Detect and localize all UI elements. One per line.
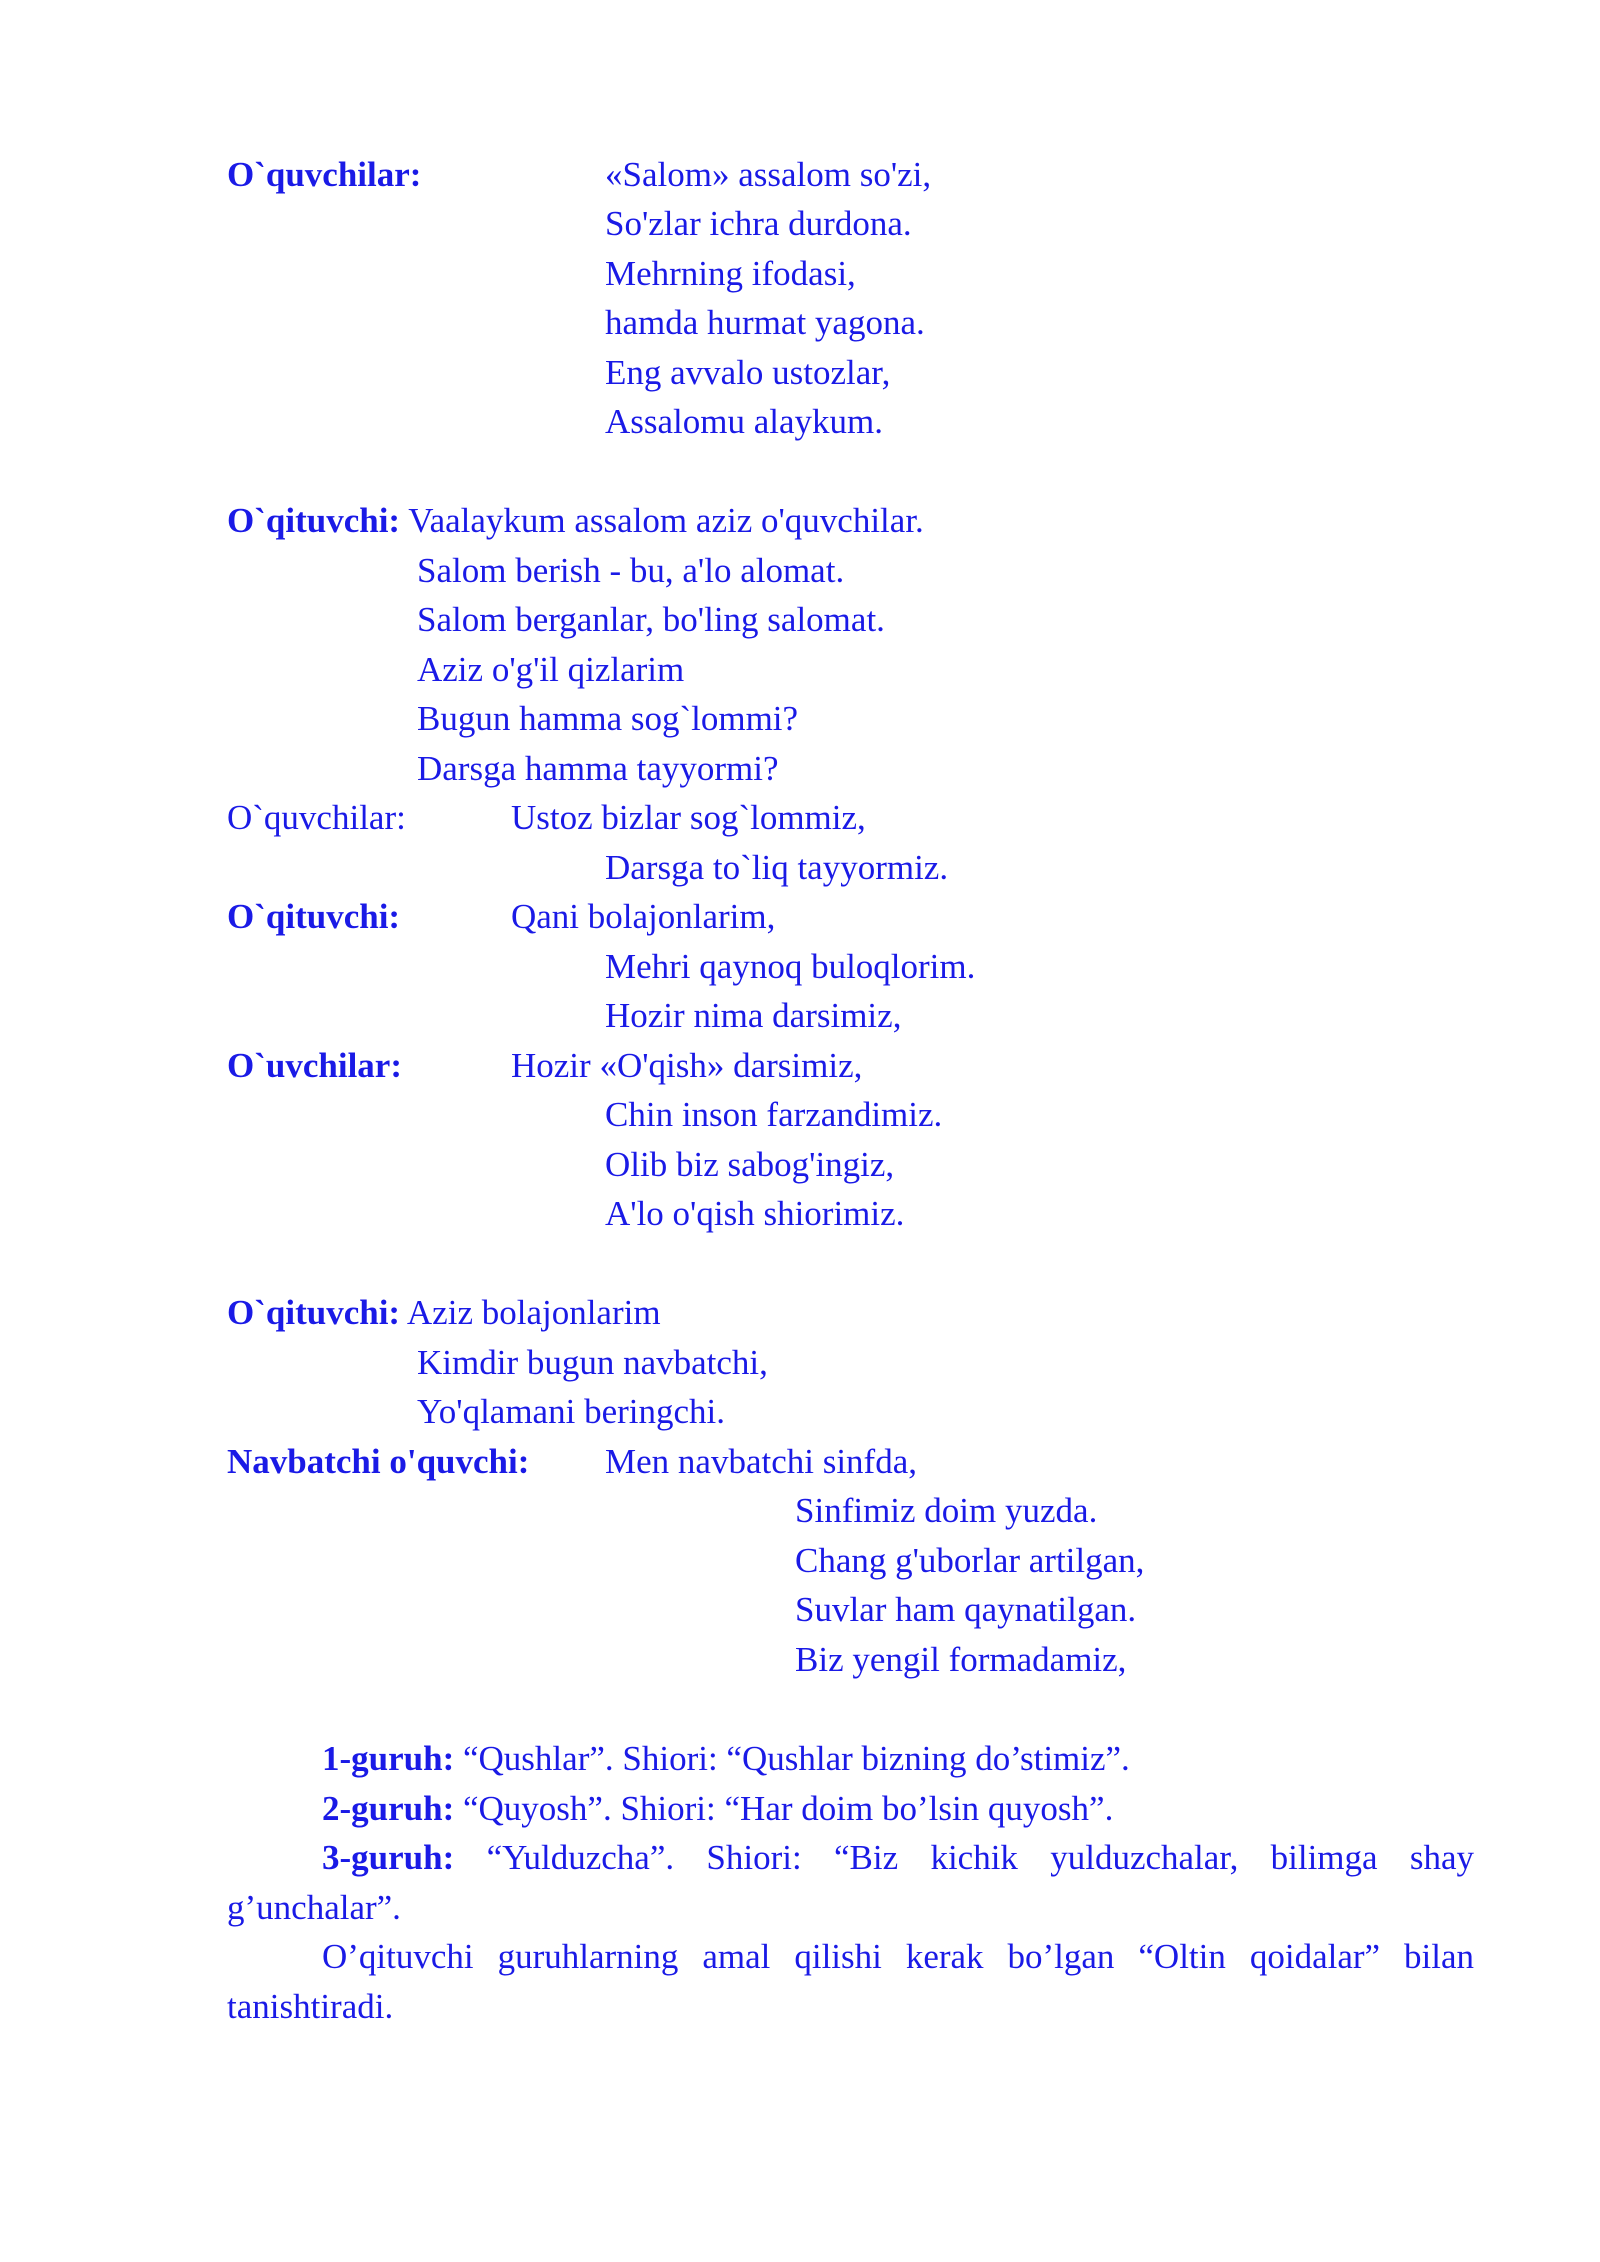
speaker-label: O`quvchilar: [227, 155, 422, 194]
verse-line: Yo'qlamani beringchi. [417, 1392, 725, 1431]
group-text: “Yulduzcha”. Shiori: “Biz kichik yulduzchalar, bilimga shay g’unchalar”. [227, 1838, 1475, 1927]
verse-line: So'zlar ichra durdona. [605, 204, 912, 243]
group-paragraph [227, 1833, 1474, 1932]
verse-line: Suvlar ham qaynatilgan. [795, 1590, 1137, 1629]
speaker-label: Navbatchi o'quvchi: [227, 1442, 530, 1481]
group-label: 3-guruh: [322, 1838, 455, 1877]
verse-line: Chang g'uborlar artilgan, [795, 1541, 1145, 1580]
verse-line: Salom berish - bu, a'lo alomat. [417, 551, 845, 590]
verse-line: Qani bolajonlarim, [511, 897, 776, 936]
verse-line: Chin inson farzandimiz. [605, 1095, 943, 1134]
verse-line: Hozir «O'qish» darsimiz, [511, 1046, 863, 1085]
verse-line: «Salom» assalom so'zi, [605, 155, 932, 194]
group-paragraph [227, 1784, 1474, 1834]
verse-line: Assalomu alaykum. [605, 402, 884, 441]
verse-line: Salom berganlar, bo'ling salomat. [417, 600, 885, 639]
verse-line: Eng avvalo ustozlar, [605, 353, 891, 392]
group-label: 1-guruh: [322, 1739, 455, 1778]
groups-section [227, 1734, 1474, 2031]
dialogue-line [227, 1288, 661, 1337]
verse-line: Olib biz sabog'ingiz, [605, 1145, 895, 1184]
verse-line: Sinfimiz doim yuzda. [795, 1491, 1098, 1530]
verse-line: Darsga hamma tayyormi? [417, 749, 779, 788]
verse-line: Hozir nima darsimiz, [605, 996, 902, 1035]
closing-paragraph: O’qituvchi guruhlarning amal qilishi kerak bo’lgan “Oltin qoidalar” bilan tanishtiradi. [227, 1937, 1474, 2026]
verse-line: Aziz bolajonlarim [406, 1293, 661, 1332]
verse-line: Kimdir bugun navbatchi, [417, 1343, 768, 1382]
dialogue-line [227, 496, 924, 545]
verse-line: A'lo o'qish shiorimiz. [605, 1194, 905, 1233]
verse-line: Bugun hamma sog`lommi? [417, 699, 799, 738]
group-label: 2-guruh: [322, 1788, 455, 1828]
group-paragraph [227, 1734, 1474, 1784]
verse-line: Aziz o'g'il qizlarim [417, 650, 685, 689]
speaker-label: O`qituvchi: [227, 501, 401, 540]
verse-line: Ustoz bizlar sog`lommiz, [511, 798, 866, 837]
verse-line: Vaalaykum assalom aziz o'quvchilar. [408, 501, 924, 540]
verse-line: Darsga to`liq tayyormiz. [605, 848, 949, 887]
verse-line: Biz yengil formadamiz, [795, 1640, 1127, 1679]
group-text: “Qushlar”. Shiori: “Qushlar bizning do’stimiz”. [463, 1739, 1130, 1778]
verse-line: Mehrning ifodasi, [605, 254, 856, 293]
speaker-label: O`qituvchi: [227, 1293, 401, 1332]
verse-line: Mehri qaynoq buloqlorim. [605, 947, 976, 986]
speaker-label: O`uvchilar: [227, 1046, 402, 1085]
verse-line: Men navbatchi sinfda, [605, 1442, 917, 1481]
speaker-label: O`qituvchi: [227, 897, 401, 936]
group-text: “Quyosh”. Shiori: “Har doim bo’lsin quyosh”. [463, 1788, 1114, 1828]
speaker-label: O`quvchilar: [227, 798, 406, 837]
verse-line: hamda hurmat yagona. [605, 303, 925, 342]
